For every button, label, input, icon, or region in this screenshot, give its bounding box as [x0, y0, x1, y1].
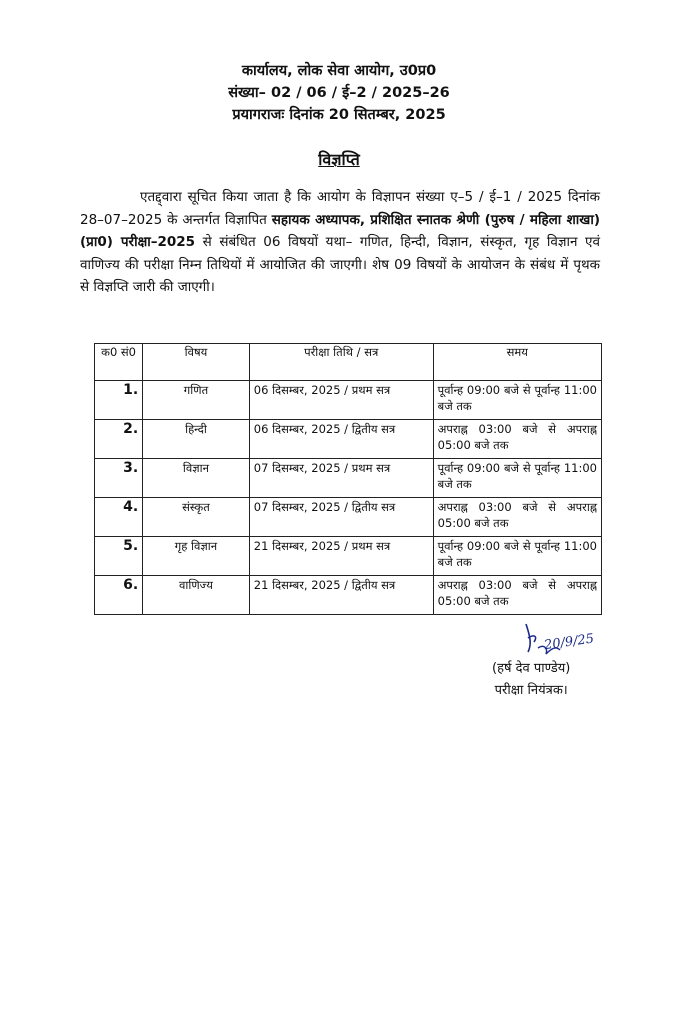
office-name: कार्यालय, लोक सेवा आयोग, उ0प्र0	[241, 63, 437, 79]
table-header-row	[95, 344, 602, 381]
signatory-designation: परीक्षा नियंत्रक।	[494, 683, 568, 698]
exam-name: सहायक अध्यापक, प्रशिक्षित स्नातक श्रेणी (पुरुष / महिला शाखा) (प्रा0) परीक्षा–2025	[80, 211, 600, 250]
row-time: पूर्वान्ह 09:00 बजे से पूर्वान्ह 11:00 बजे तक	[433, 381, 601, 420]
exam-schedule-table	[94, 343, 602, 615]
row-time: अपराह्न 03:00 बजे से अपराह्न 05:00 बजे तक	[433, 498, 601, 537]
notice-title-block	[0, 148, 678, 170]
signatory-name: (हर्ष देव पाण्डेय)	[492, 661, 571, 676]
body-part-2: से संबंधित 06 विषयों यथा– गणित, हिन्दी, विज्ञान, संस्कृत, गृह विज्ञान एवं वाणिज्य की परीक्षा निम्न तिथियों में आयोजित की जाएगी। शेष 09 विषयों के आयोजन के संबंध में पृथक से विज्ञप्ति जारी की जाएगी।	[80, 234, 601, 295]
table-row	[95, 537, 602, 576]
row-date: 06 दिसम्बर, 2025 / द्वितीय सत्र	[249, 420, 433, 459]
row-date: 21 दिसम्बर, 2025 / द्वितीय सत्र	[249, 576, 433, 615]
table-row	[95, 576, 602, 615]
row-serial: 2.	[95, 420, 143, 459]
row-date: 06 दिसम्बर, 2025 / प्रथम सत्र	[249, 381, 433, 420]
row-subject: संस्कृत	[143, 498, 250, 537]
row-time: पूर्वान्ह 09:00 बजे से पूर्वान्ह 11:00 बजे तक	[433, 537, 601, 576]
header-subject: विषय	[143, 344, 250, 381]
table-row	[95, 498, 602, 537]
header-date: परीक्षा तिथि / सत्र	[249, 344, 433, 381]
row-serial: 6.	[95, 576, 143, 615]
row-time: अपराह्न 03:00 बजे से अपराह्न 05:00 बजे तक	[433, 576, 601, 615]
body-part-1: एतद्द्वारा सूचित किया जाता है कि आयोग के विज्ञापन संख्या ए–5 / ई–1 / 2025 दिनांक 28–07–2025 के अन्तर्गत विज्ञापित	[80, 189, 600, 228]
reference-number: संख्या– 02 / 06 / ई–2 / 2025–26	[228, 85, 450, 101]
row-subject: वाणिज्य	[143, 576, 250, 615]
row-serial: 5.	[95, 537, 143, 576]
row-serial: 1.	[95, 381, 143, 420]
signature-date: 20/9/25	[543, 631, 595, 654]
signatory-block	[492, 658, 570, 702]
row-time: अपराह्न 03:00 बजे से अपराह्न 05:00 बजे तक	[433, 420, 601, 459]
table-row	[95, 459, 602, 498]
row-serial: 4.	[95, 498, 143, 537]
row-subject: विज्ञान	[143, 459, 250, 498]
notice-title: विज्ञप्ति	[318, 150, 360, 169]
row-serial: 3.	[95, 459, 143, 498]
letterhead	[0, 60, 678, 126]
place-date: प्रयागराजः दिनांक 20 सितम्बर, 2025	[232, 107, 446, 123]
row-date: 07 दिसम्बर, 2025 / द्वितीय सत्र	[249, 498, 433, 537]
row-subject: हिन्दी	[143, 420, 250, 459]
row-subject: गणित	[143, 381, 250, 420]
row-subject: गृह विज्ञान	[143, 537, 250, 576]
table-row	[95, 420, 602, 459]
row-time: पूर्वान्ह 09:00 बजे से पूर्वान्ह 11:00 बजे तक	[433, 459, 601, 498]
table-row	[95, 381, 602, 420]
header-serial: क0 सं0	[95, 344, 143, 381]
header-time: समय	[433, 344, 601, 381]
row-date: 21 दिसम्बर, 2025 / प्रथम सत्र	[249, 537, 433, 576]
row-date: 07 दिसम्बर, 2025 / प्रथम सत्र	[249, 459, 433, 498]
notice-body	[80, 186, 600, 299]
